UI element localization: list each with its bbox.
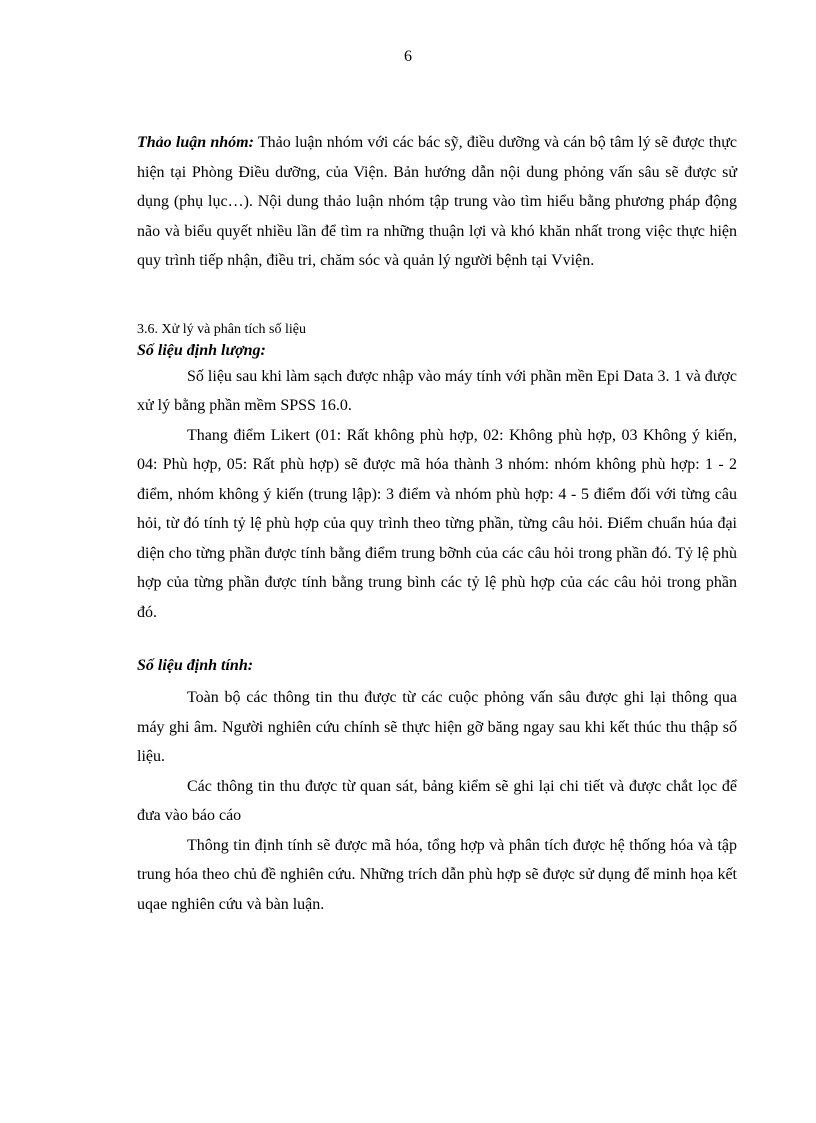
page-number: 6	[404, 48, 412, 65]
spacer	[137, 627, 737, 655]
quantitative-paragraph-1: Số liệu sau khi làm sạch được nhập vào máy tính với phần mền Epi Data 3. 1 và được xử lý bằng phần mềm SPSS 16.0.	[137, 367, 737, 414]
quantitative-paragraph-2: Thang điểm Likert (01: Rất không phù hợp, 02: Không phù hợp, 03 Không ý kiến, 04: Phù hợp, 05: Rất phù hợp) sẽ được mã hóa thành 3 nhóm: nhóm không phù hợp: 1 - 2 điểm, nhóm không ý kiến (trung lập): 3 điểm và nhóm phù hợp: 4 - 5 điểm đối với từng câu hỏi, từ đó tính tỷ lệ phù hợp của quy trình theo từng phần, từng câu hỏi. Điểm chuẩn húa đại diện cho từng phần được tính bằng điểm trung bỡnh của các câu hỏi trong phần đó. Tỷ lệ phù hợp của từng phần được tính bằng trung bình các tỷ lệ phù hợp của các câu hỏi trong phần đó.	[137, 426, 737, 621]
qualitative-paragraph-3: Thông tin định tính sẽ được mã hóa, tổng hợp và phân tích được hệ thống hóa và tập trung hóa theo chủ đề nghiên cứu. Những trích dẫn phù hợp sẽ được sử dụng để minh họa kết uqae nghiên cứu và bàn luận.	[137, 836, 737, 913]
group-discussion-paragraph	[137, 128, 737, 276]
qualitative-paragraph-2: Các thông tin thu được từ quan sát, bảng kiểm sẽ ghi lại chi tiết và được chắt lọc để đưa vào báo cáo	[137, 777, 737, 824]
document-body	[137, 128, 737, 919]
qualitative-heading: Số liệu định tính:	[137, 657, 254, 674]
group-discussion-text: Thảo luận nhóm với các bác sỹ, điều dưỡng và cán bộ tâm lý sẽ được thực hiện tại Phòng Điều dưỡng, của Viện. Bản hướng dẫn nội dung phỏng vấn sâu sẽ được sử dụng (phụ lục…). Nội dung thảo luận nhóm tập trung vào tìm hiểu bằng phương pháp động não và biểu quyết nhiều lần để tìm ra những thuận lợi và khó khăn nhất trong việc thực hiện quy trình tiếp nhận, điều tri, chăm sóc và quản lý người bệnh tại Vviện.	[137, 134, 738, 269]
quantitative-heading: Số liệu định lượng:	[137, 341, 266, 359]
group-discussion-lead: Thảo luận nhóm:	[137, 134, 254, 151]
qualitative-paragraph-1: Toàn bộ các thông tin thu được từ các cuộc phỏng vấn sâu được ghi lại thông qua máy ghi âm. Người nghiên cứu chính sẽ thực hiện gỡ băng ngay sau khi kết thúc thu thập số liệu.	[137, 689, 737, 765]
section-heading: 3.6. Xử lý và phân tích số liệu	[137, 321, 306, 337]
